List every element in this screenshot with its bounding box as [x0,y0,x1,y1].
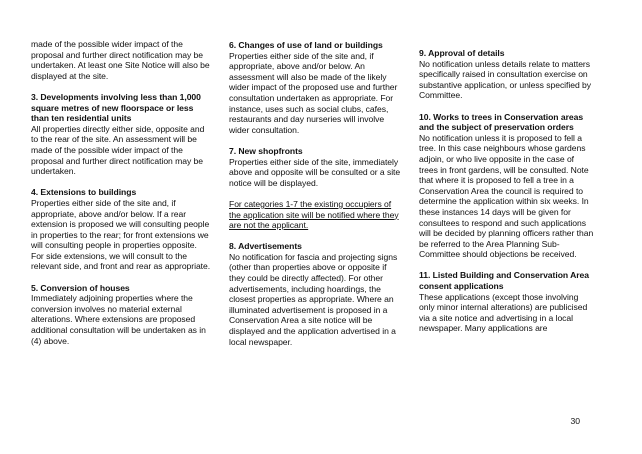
occupier-note [229,199,402,231]
section-9 [419,48,594,101]
column-3 [419,48,594,345]
section-10 [419,112,594,260]
page-number: 30 [570,416,580,426]
continuation-paragraph [31,39,211,81]
section-8-body: No notification for fascia and projecting signs (other than properties above or opposite if they could be directly affected). For other advertisements, including hoardings, the closest properties as appropriate. Where an illuminated advertisement is proposed in a Conservation Area a site notice will be displayed and the application advertised in a local newspaper. [229,251,398,347]
section-6 [229,40,402,135]
section-8-heading: 8. Advertisements [229,241,302,252]
section-4 [31,187,211,272]
section-9-body: No notification unless details relate to matters specifically raised in consultation exercise on substantive application, or unless specified by Committee. [419,58,592,101]
section-3-heading: 3. Developments involving less than 1,000 square metres of new floorspace or less than ten residential units [31,91,201,124]
section-4-body: Properties either side of the site and, if appropriate, above and/or below. If a rear extension is proposed we will consulting people in properties to the rear; for front extensions we will consulting people in properties opposite. For side extensions, we will consult to the relevant side, and front and rear as appropriate. [31,197,211,272]
section-7 [229,146,402,188]
section-3 [31,92,211,177]
section-8 [229,241,402,347]
section-6-heading: 6. Changes of use of land or buildings [229,40,383,50]
section-3-body: All properties directly either side, opposite and to the rear of the site. An assessment will be made of the possible wider impact of the proposal and further direct notification may be undertaken. [31,123,205,177]
column-1 [31,39,211,357]
section-4-heading: 4. Extensions to buildings [31,187,137,198]
section-5-heading: 5. Conversion of houses [31,282,130,293]
section-5-body: Immediately adjoining properties where the conversion involves no material external alterations. Where extensions are proposed additional consultation will be undertaken as in (4) above. [31,293,206,346]
section-10-body: No notification unless it is proposed to fell a tree. In this case neighbours whose gardens adjoin, or who live opposite in the case of trees in front gardens, will be consulted. Note that where it is proposed to fell a tree in a Conservation Area the council is required to determine the application within six weeks. In these instances 14 days will be given for consultees to respond and such applications will be decided by planning officers rather than be referred to the Area Planning Sub-Committee should objections be received. [419,132,594,260]
section-7-body: Properties either side of the site, immediately above and opposite will be consulted or a site notice will be displayed. [229,156,401,188]
column-2 [229,40,402,358]
occupier-note-text: For categories 1-7 the existing occupiers of the application site will be notified where they are not the applicant. [229,198,399,231]
section-5 [31,283,211,347]
section-11 [419,270,594,334]
section-9-heading: 9. Approval of details [419,48,505,58]
section-10-heading: 10. Works to trees in Conservation areas and the subject of preservation orders [419,111,584,133]
continuation-text: made of the possible wider impact of the proposal and further direct notification may be undertaken. At least one Site Notice will also be displayed at the site. [31,39,210,81]
section-11-heading: 11. Listed Building and Conservation Area consent applications [419,270,590,292]
section-11-body: These applications (except those involving only minor internal alterations) are publicised via a site notice and advertising in a local newspaper. Many applications are [419,291,588,334]
section-6-body: Properties either side of the site and, if appropriate, above and/or below. An assessment will also be made of the likely wider impact of the proposed use and further consultation undertaken as appropriate. For instance, uses such as social clubs, cafes, restaurants and day nurseries will involve wider consultation. [229,50,398,135]
section-7-heading: 7. New shopfronts [229,145,303,156]
